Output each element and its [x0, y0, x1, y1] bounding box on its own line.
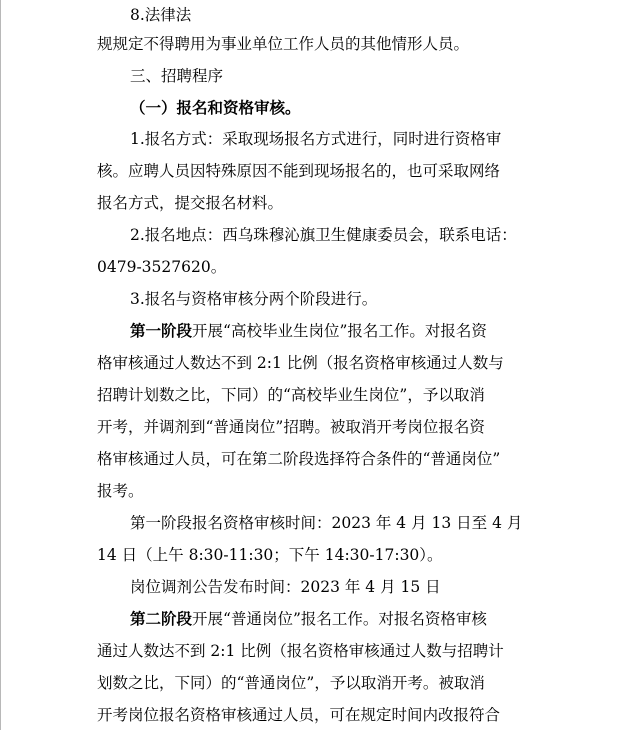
- text-line: 3.报名与资格审核分两个阶段进行。: [130, 290, 378, 308]
- text-line: 通过人数达不到 2:1 比例（报名资格审核通过人数与招聘计: [97, 642, 504, 660]
- section-heading: 三、招聘程序: [130, 67, 224, 85]
- text-line: 8.法律法: [130, 6, 192, 24]
- text-line: 1.报名方式：采取现场报名方式进行，同时进行资格审: [130, 130, 502, 148]
- text-line: 核。应聘人员因特殊原因不能到现场报名的，也可采取网络: [97, 162, 501, 180]
- text-line: 招聘计划数之比，下同）的“高校毕业生岗位”，予以取消: [97, 386, 485, 404]
- text-line: 规规定不得聘用为事业单位工作人员的其他情形人员。: [97, 35, 470, 53]
- text-line: 报名方式，提交报名材料。: [97, 194, 284, 212]
- text-line: 划数之比，下同）的“普通岗位”，予以取消开考。被取消: [97, 674, 485, 692]
- text-line: 开考岗位报名资格审核通过人员，可在规定时间内改报符合: [97, 706, 501, 724]
- text-line: 2.报名地点：西乌珠穆沁旗卫生健康委员会，联系电话：: [130, 226, 517, 244]
- text-line: 第二阶段开展“普通岗位”报名工作。对报名资格审核: [130, 609, 487, 628]
- text-line: 14 日（上午 8:30-11:30；下午 14:30-17:30）。: [97, 546, 443, 564]
- stage-label: 第二阶段: [130, 609, 193, 628]
- page-left-border: [0, 0, 1, 730]
- text-line: 开考，并调剂到“普通岗位”招聘。被取消开考岗位报名资: [97, 418, 485, 436]
- text-line: 格审核通过人员，可在第二阶段选择符合条件的“普通岗位”: [97, 450, 501, 468]
- subsection-heading: （一）报名和资格审核。: [130, 98, 301, 117]
- text-line: 0479-3527620。: [97, 258, 227, 276]
- stage-label: 第一阶段: [130, 321, 193, 340]
- text-line: 岗位调剂公告发布时间：2023 年 4 月 15 日: [130, 578, 441, 596]
- text-line: 第一阶段报名资格审核时间：2023 年 4 月 13 日至 4 月: [130, 514, 523, 532]
- text-line: 第一阶段开展“高校毕业生岗位”报名工作。对报名资: [130, 321, 487, 340]
- text-line: 格审核通过人数达不到 2:1 比例（报名资格审核通过人数与: [97, 354, 504, 372]
- text-line: 报考。: [97, 482, 144, 500]
